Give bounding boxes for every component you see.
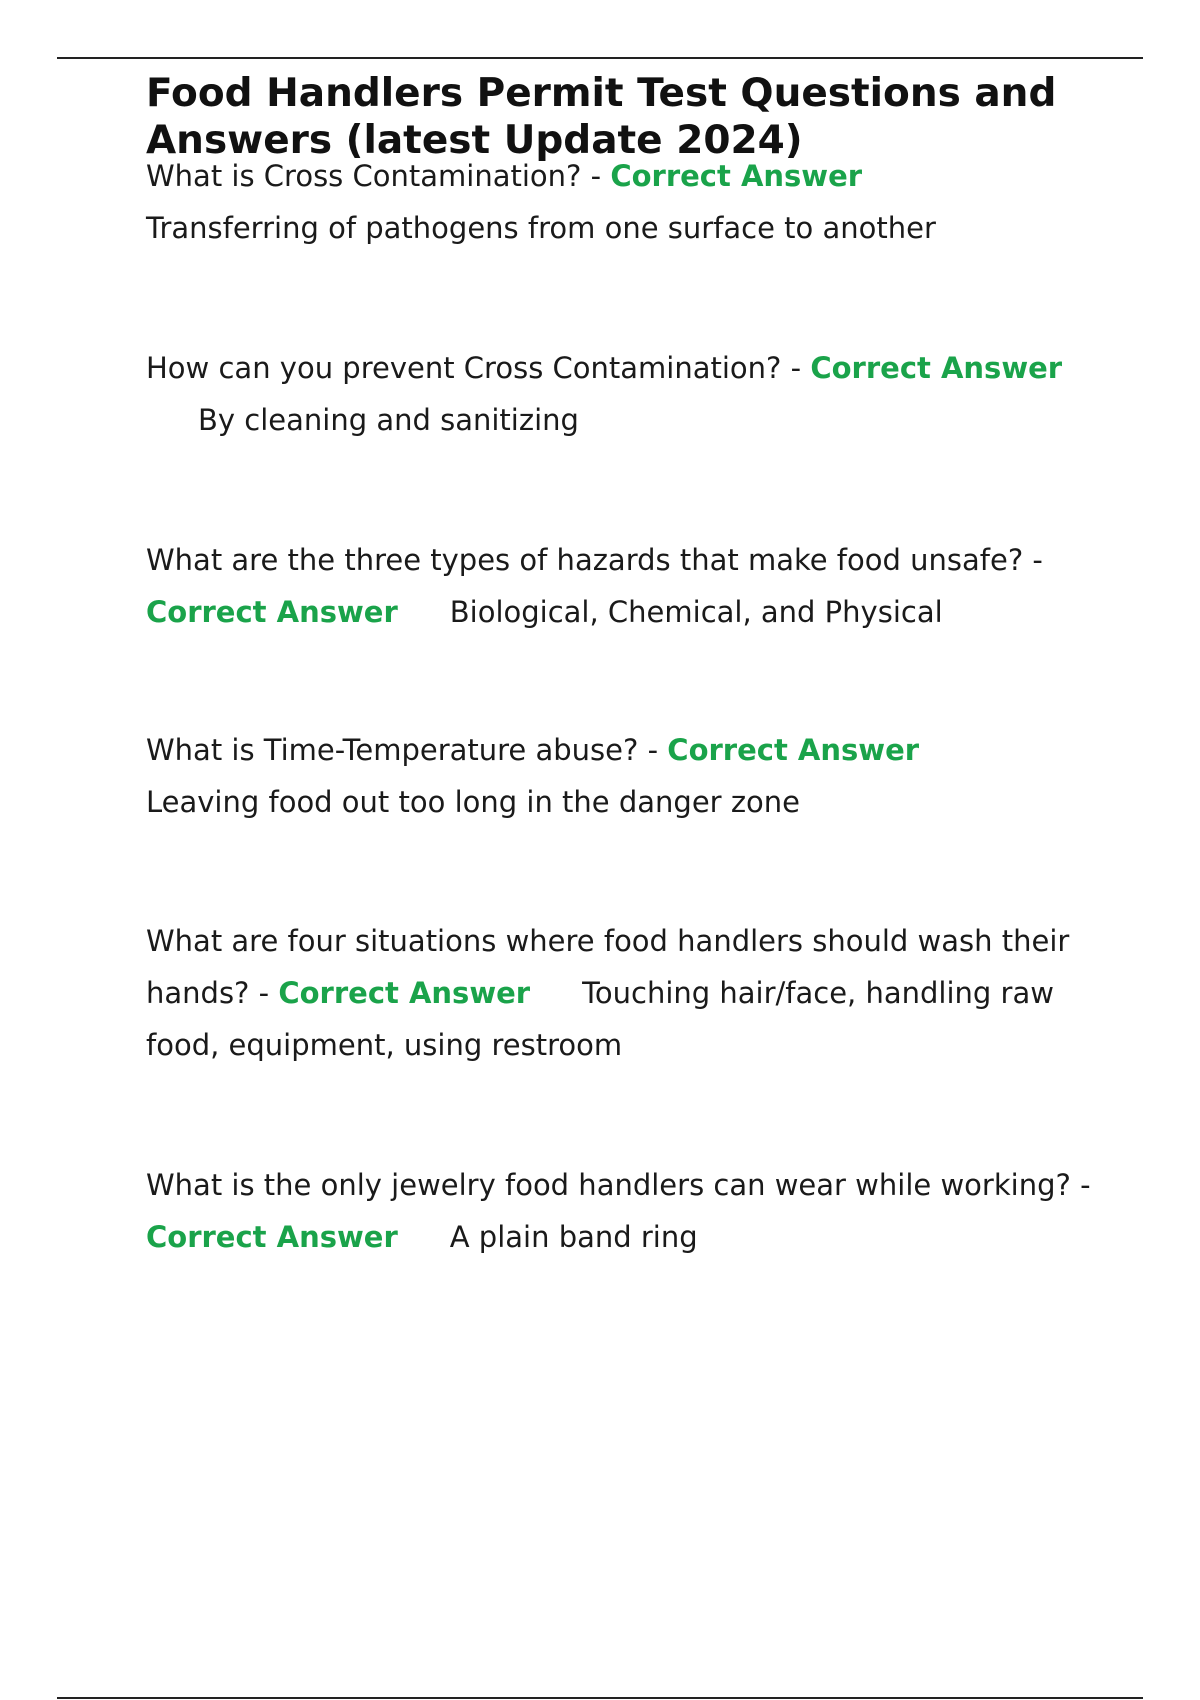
correct-answer-label: Correct Answer xyxy=(278,976,531,1010)
qa-item-cross-contamination xyxy=(146,150,1096,254)
qa-item-hand-washing xyxy=(146,915,1096,1071)
correct-answer-label: Correct Answer xyxy=(810,351,1063,385)
qa-item-jewelry xyxy=(146,1159,1096,1263)
top-rule xyxy=(57,57,1143,59)
question-text: How can you prevent Cross Contamination? - xyxy=(146,351,811,385)
answer-text: Biological, Chemical, and Physical xyxy=(449,595,943,629)
qa-item-time-temperature-abuse xyxy=(146,724,1096,828)
answer-text: By cleaning and sanitizing xyxy=(198,403,579,437)
question-text: What is Cross Contamination? - xyxy=(146,159,611,193)
question-text: What are the three types of hazards that make food unsafe? - xyxy=(146,543,1043,577)
qa-item-hazard-types xyxy=(146,534,1096,638)
answer-text: Transferring of pathogens from one surface to another xyxy=(146,211,936,245)
question-text: What is the only jewelry food handlers can wear while working? - xyxy=(146,1168,1091,1202)
answer-text: A plain band ring xyxy=(449,1220,698,1254)
question-text: What is Time-Temperature abuse? - xyxy=(146,733,668,767)
correct-answer-label: Correct Answer xyxy=(146,1220,398,1254)
answer-text: Touching hair/face, handling raw food, equipment, using restroom xyxy=(146,976,1054,1062)
qa-item-prevent-cross-contamination xyxy=(146,342,1096,446)
document-title: Food Handlers Permit Test Questions and Answers (latest Update 2024) xyxy=(146,71,1057,163)
bottom-rule xyxy=(57,1697,1143,1699)
correct-answer-label: Correct Answer xyxy=(146,595,398,629)
correct-answer-label: Correct Answer xyxy=(610,159,863,193)
correct-answer-label: Correct Answer xyxy=(667,733,920,767)
question-text: What are four situations where food handlers should wash their hands? - xyxy=(146,924,1070,1010)
document-body xyxy=(146,70,1096,1254)
answer-text: Leaving food out too long in the danger zone xyxy=(146,785,801,819)
